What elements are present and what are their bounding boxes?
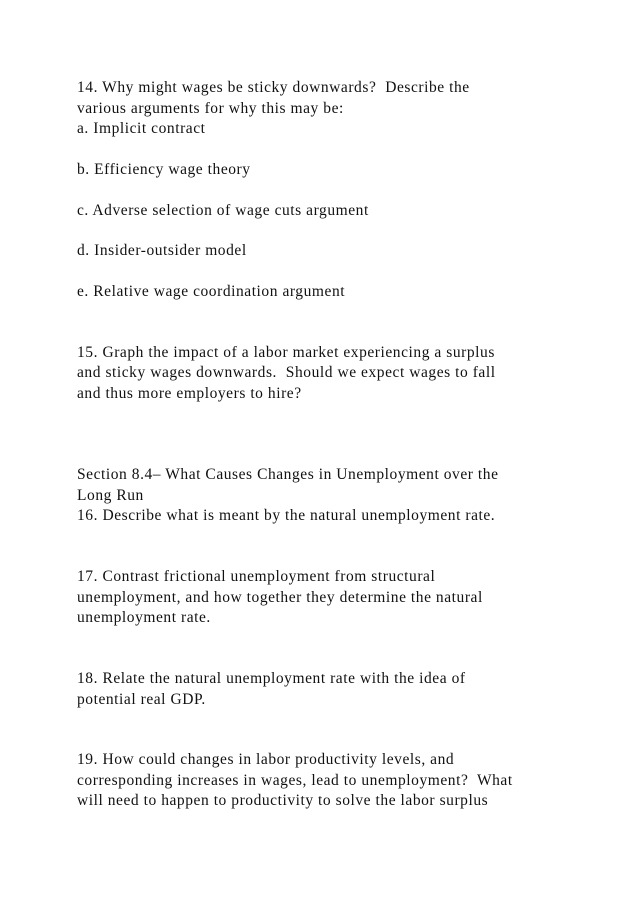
question-19-line-3: will need to happen to productivity to solve the labor surplus <box>77 792 489 809</box>
question-14-item-a: a. Implicit contract <box>77 120 206 137</box>
section-heading-line-2: Long Run <box>77 487 144 504</box>
question-14-item-e: e. Relative wage coordination argument <box>77 283 346 300</box>
question-17-line-3: unemployment rate. <box>77 609 211 626</box>
question-19-line-1: 19. How could changes in labor productivity levels, and <box>77 751 455 768</box>
question-17-line-2: unemployment, and how together they determine the natural <box>77 589 483 606</box>
question-17-line-1: 17. Contrast frictional unemployment from structural <box>77 568 436 585</box>
question-14-item-c: c. Adverse selection of wage cuts argument <box>77 202 369 219</box>
question-19-line-2: corresponding increases in wages, lead to unemployment? What <box>77 772 513 789</box>
question-15-line-1: 15. Graph the impact of a labor market experiencing a surplus <box>77 344 495 361</box>
question-15-line-3: and thus more employers to hire? <box>77 385 302 402</box>
question-14-item-b: b. Efficiency wage theory <box>77 161 251 178</box>
question-14-line-1: 14. Why might wages be sticky downwards? Describe the <box>77 79 470 96</box>
question-18-line-1: 18. Relate the natural unemployment rate with the idea of <box>77 670 466 687</box>
question-14-item-d: d. Insider-outsider model <box>77 242 247 259</box>
section-heading-line-1: Section 8.4– What Causes Changes in Unemployment over the <box>77 466 499 483</box>
question-18-line-2: potential real GDP. <box>77 691 206 708</box>
question-15-line-2: and sticky wages downwards. Should we expect wages to fall <box>77 364 496 381</box>
question-16-line-1: 16. Describe what is meant by the natural unemployment rate. <box>77 507 496 524</box>
question-14-line-2: various arguments for why this may be: <box>77 100 344 117</box>
